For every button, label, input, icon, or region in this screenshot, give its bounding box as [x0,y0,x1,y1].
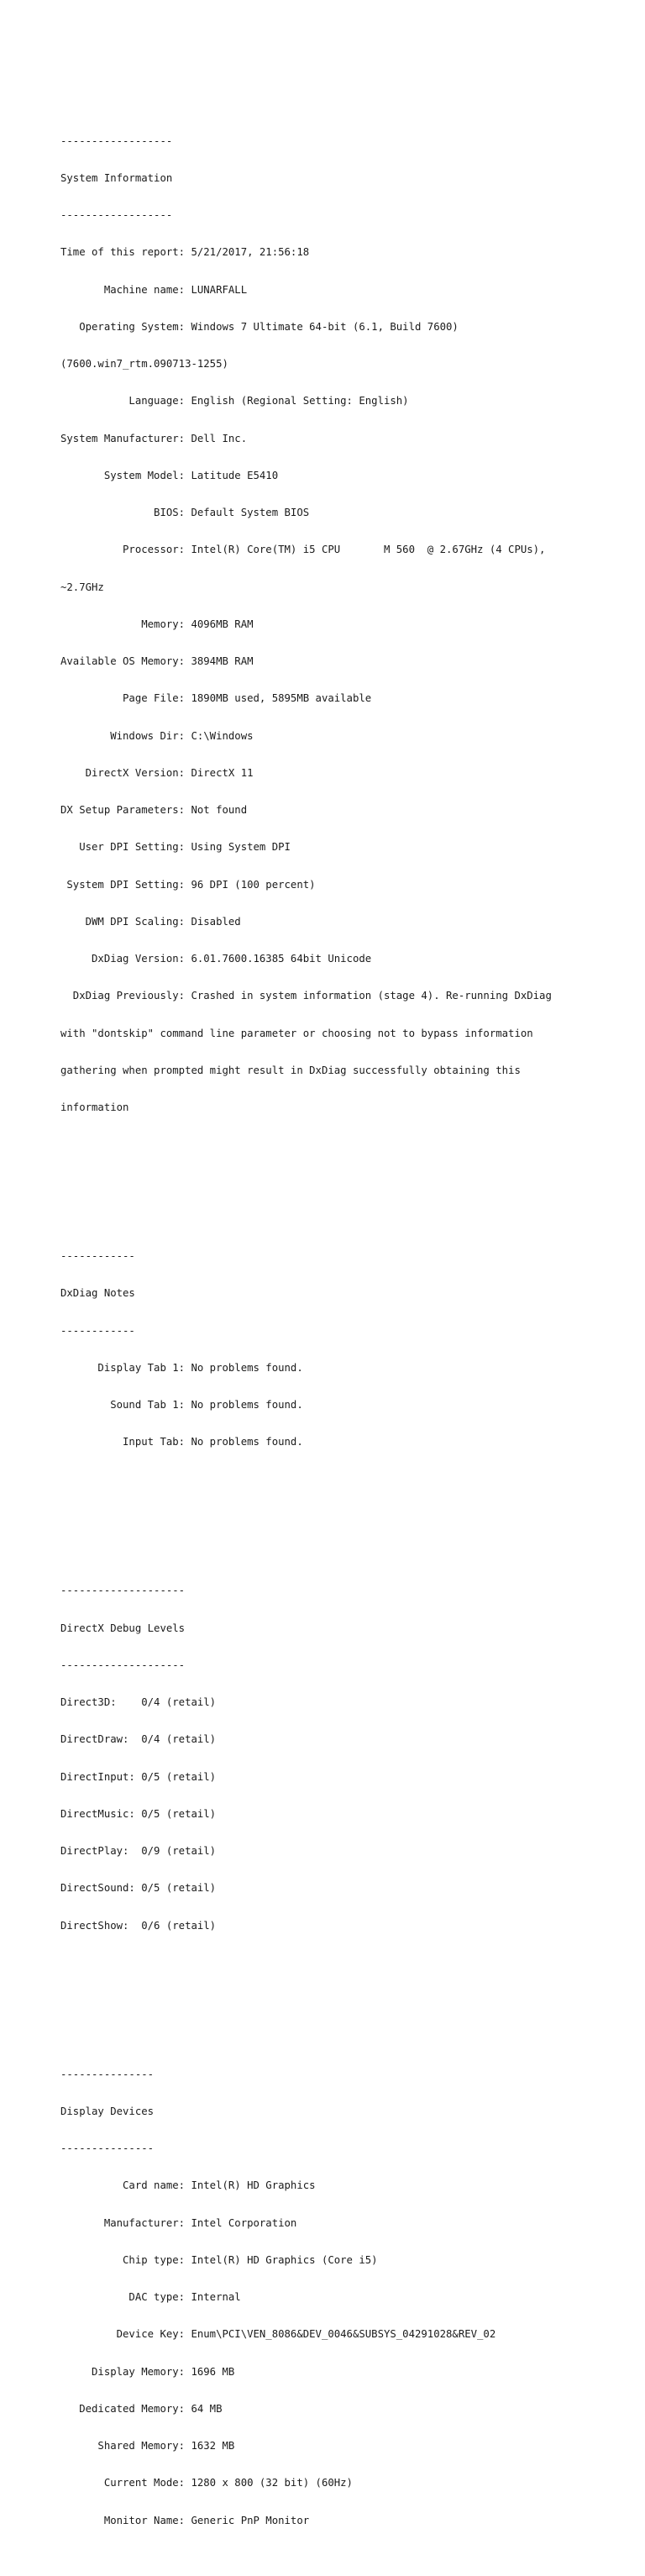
report-line: Dedicated Memory: 64 MB [60,2402,223,2415]
section-rule: ------------ [60,1324,135,1337]
report-line: gathering when prompted might result in DxDiag successfully obtaining this [60,1064,521,1076]
report-line: DirectInput: 0/5 (retail) [60,1770,217,1783]
section-rule: ------------------ [60,209,173,221]
section-title: System Information [60,171,173,184]
report-line: DirectPlay: 0/9 (retail) [60,1845,217,1857]
section-directx-debug-levels [60,1560,615,1957]
report-line: System Manufacturer: Dell Inc. [60,432,248,444]
report-line: DxDiag Version: 6.01.7600.16385 64bit Unicode [60,953,372,965]
report-line: ~2.7GHz [60,581,104,593]
report-line: DAC type: Internal [60,2291,241,2303]
section-rule: --------------- [60,2068,155,2080]
report-line: DX Setup Parameters: Not found [60,804,248,816]
section-title: Display Devices [60,2105,155,2117]
report-line: System DPI Setting: 96 DPI (100 percent) [60,878,316,891]
section-system-information [60,110,615,1138]
section-title: DxDiag Notes [60,1287,135,1300]
report-line: Input Tab: No problems found. [60,1436,303,1448]
report-line: DirectMusic: 0/5 (retail) [60,1807,217,1820]
report-line: Time of this report: 5/21/2017, 21:56:18 [60,246,310,259]
report-line: DirectX Version: DirectX 11 [60,766,254,779]
report-line: with "dontskip" command line parameter or choosing not to bypass information [60,1027,533,1039]
report-line: Display Memory: 1696 MB [60,2365,235,2378]
report-line: DirectDraw: 0/4 (retail) [60,1733,217,1746]
report-line: DirectSound: 0/5 (retail) [60,1882,217,1895]
blank-line [60,1981,615,1994]
report-line: Card name: Intel(R) HD Graphics [60,2179,316,2192]
report-line: Windows Dir: C:\Windows [60,729,254,742]
section-display-devices [60,2043,615,2552]
report-line: Current Mode: 1280 x 800 (32 bit) (60Hz) [60,2477,353,2489]
blank-line [60,1498,615,1511]
report-line: System Model: Latitude E5410 [60,469,279,481]
report-line: User DPI Setting: Using System DPI [60,841,291,854]
blank-line [60,1164,615,1176]
section-rule: ------------ [60,1250,135,1262]
report-line: (7600.win7_rtm.090713-1255) [60,358,228,370]
section-rule: --------------- [60,2142,155,2154]
report-line: Processor: Intel(R) Core(TM) i5 CPU M 560 @ 2.67GHz (4 CPUs), [60,544,546,556]
dxdiag-report [60,60,615,2576]
report-line: Device Key: Enum\PCI\VEN_8086&DEV_0046&SUBSYS_04291028&REV_02 [60,2328,496,2341]
report-line: Direct3D: 0/4 (retail) [60,1696,217,1708]
section-rule: ------------------ [60,134,173,147]
report-line: DxDiag Previously: Crashed in system information (stage 4). Re-running DxDiag [60,990,552,1002]
report-line: Machine name: LUNARFALL [60,283,248,296]
report-line: Display Tab 1: No problems found. [60,1361,303,1374]
section-rule: -------------------- [60,1585,186,1597]
section-dxdiag-notes [60,1226,615,1474]
report-line: Page File: 1890MB used, 5895MB available [60,692,372,705]
report-line: Operating System: Windows 7 Ultimate 64-bit (6.1, Build 7600) [60,320,459,333]
report-line: Chip type: Intel(R) HD Graphics (Core i5) [60,2253,378,2266]
report-line: DWM DPI Scaling: Disabled [60,915,241,928]
report-line: Sound Tab 1: No problems found. [60,1399,303,1411]
report-line: Available OS Memory: 3894MB RAM [60,655,254,667]
section-title: DirectX Debug Levels [60,1622,186,1634]
report-line: Shared Memory: 1632 MB [60,2440,235,2452]
report-line: Monitor Name: Generic PnP Monitor [60,2514,310,2526]
section-rule: -------------------- [60,1659,186,1671]
report-line: BIOS: Default System BIOS [60,507,310,518]
report-line: DirectShow: 0/6 (retail) [60,1919,217,1932]
report-line: Manufacturer: Intel Corporation [60,2216,297,2229]
document-page [60,60,615,2576]
report-line: Memory: 4096MB RAM [60,618,254,630]
report-line: Language: English (Regional Setting: English) [60,395,409,407]
report-line: information [60,1101,129,1113]
